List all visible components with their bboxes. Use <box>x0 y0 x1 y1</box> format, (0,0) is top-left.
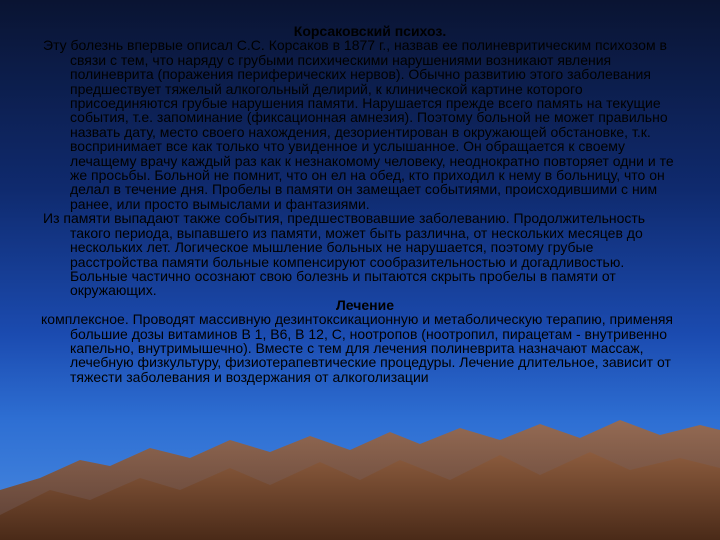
slide-title: Корсаковский психоз. <box>293 23 447 39</box>
paragraph-memory: Из памяти выпадают также события, предшествовавшие заболеванию. Продолжительность такого периода, выпавшего из памяти, может быть различна, от нескольких месяцев до нескольких лет. Логическое мышление больных не нарушается, поэтому грубые расстройства памяти больные компенсируют сообразительностью и догадливостью. Больные частично осознают свою болезнь и пытаются скрыть пробелы в памяти от окружающих. <box>43 210 646 299</box>
paragraph-treatment: комплексное. Проводят массивную дезинтоксикационную и метаболическую терапию, применяя большие дозы витаминов В 1, В6, В 12, С, ноотропов (ноотропил, пирацетам - внутривенно капельно, внутримышечно). Вместе с тем для лечения полиневрита назначают массаж, лечебную физкультуру, физиотерапевтические процедуры. Лечение длительное, зависит от тяжести заболевания и воздержания от алкоголизации <box>41 311 674 385</box>
text-content <box>0 24 720 384</box>
treatment-heading: Лечение <box>335 296 395 313</box>
paragraph-description: Эту болезнь впервые описал С.С. Корсаков в 1877 г., назвав ее полиневритическим психозом в связи с тем, что наряду с грубыми психическими нарушениями возникают явления полиневрита (поражения периферических нервов). Обычно развитию этого заболевания предшествует тяжелый алкогольный делирий, к клинической картине которого присоединяются грубые нарушения памяти. Нарушается прежде всего память на текущие события, т.е. запоминание (фиксационная амнезия). Поэтому больной не может правильно назвать дату, место своего нахождения, дезориентирован в окружающей обстановке, т.к. воспринимает все как только что увиденное и услышанное. Он обращается к своему лечащему врачу каждый раз как к незнакомому человеку, неоднократно повторяет одни и те же просьбы. Больной не помнит, что он ел на обед, кто приходил к нему в больницу, что он делал в течение дня. Пробелы в памяти он замещает событиями, происходившими с ним ранее, или просто вымыслами и фантазиями. <box>43 37 674 212</box>
